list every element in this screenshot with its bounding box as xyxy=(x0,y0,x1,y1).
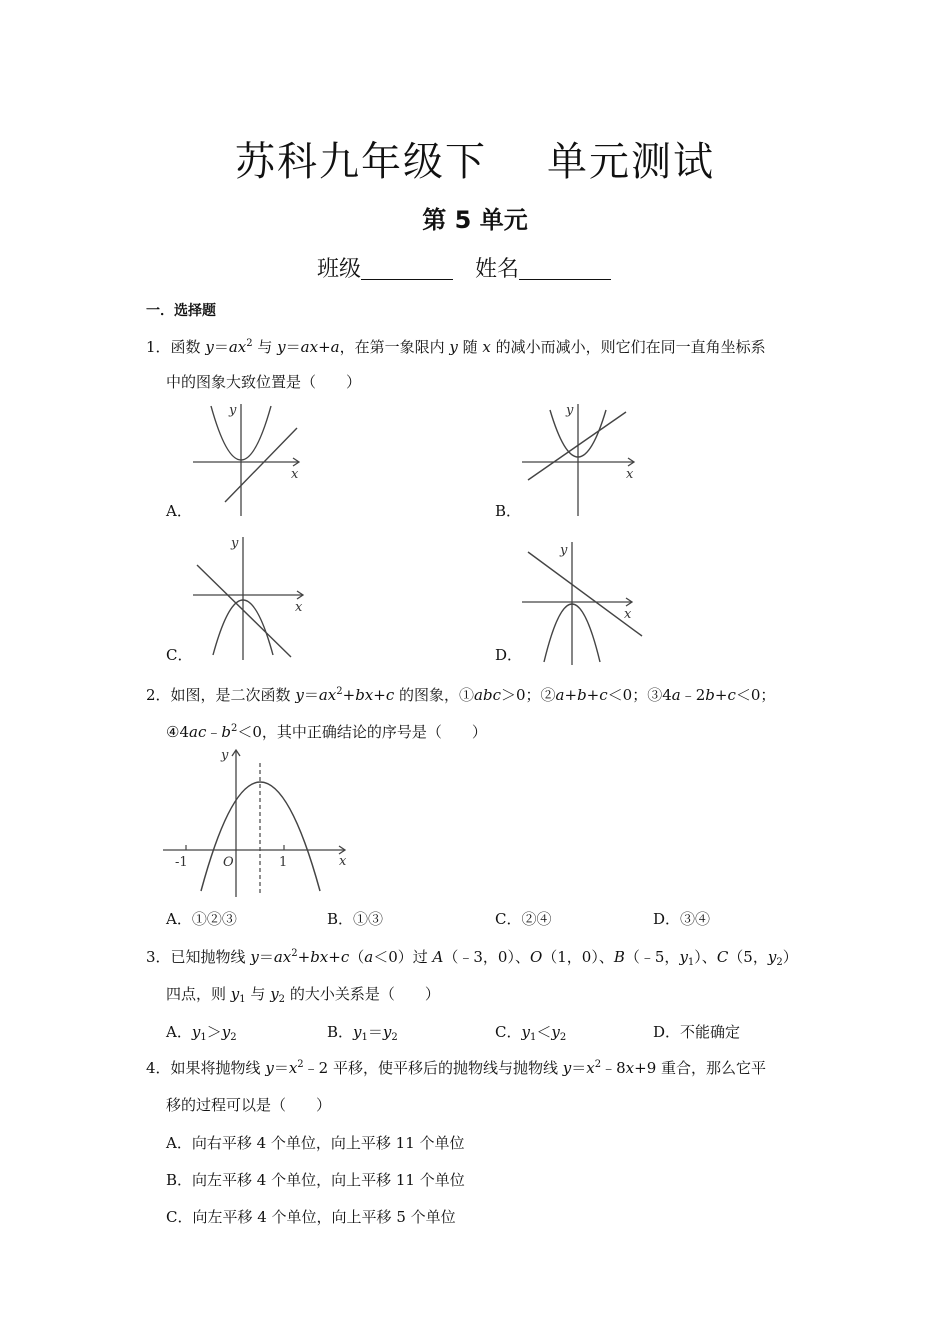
question-4-line2: 移的过程可以是（ ） xyxy=(166,1096,332,1114)
svg-text:x: x xyxy=(626,467,634,482)
tick-label-one: 1 xyxy=(279,855,288,870)
svg-text:x: x xyxy=(291,467,299,482)
question-1: 1．函数 $y=ax^2$ 与 y＝ax+a，在第一象限内 y 随 x 的减小而减小，则它们在同一直角坐标系 xyxy=(146,338,766,356)
graph-a xyxy=(193,404,305,516)
question-number: 1． xyxy=(146,338,171,356)
question-1-line2: 中的图象大致位置是（ ） xyxy=(166,373,362,391)
q1-option-c[interactable]: C． xyxy=(166,646,193,664)
question-3: 3．已知抛物线 $y=ax^2+bx+c(a<0)$过 A（﹣3，0）、O（1，0）、B（﹣5，$y_1$）、C（5，$y_2$） xyxy=(146,948,798,968)
question-2-line2: $④4ac﹣b^2<0$，其中正确结论的序号是（ ） xyxy=(166,723,487,741)
q4-option-a[interactable]: A．向右平移 4 个单位，向上平移 11 个单位 xyxy=(166,1134,465,1152)
question-number: 2． xyxy=(146,686,171,704)
q3-option-a[interactable]: A．$y_1>y_2$ xyxy=(166,1023,237,1043)
q3-option-c[interactable]: C．$y_1<y_2$ xyxy=(495,1023,567,1043)
svg-text:y: y xyxy=(566,403,574,418)
svg-text:y: y xyxy=(560,543,568,558)
parabola-graph xyxy=(163,745,358,900)
graph-b xyxy=(522,404,637,516)
q2-option-d[interactable]: D．③④ xyxy=(653,910,711,928)
q1-option-d[interactable]: D． xyxy=(495,646,523,664)
graph-c xyxy=(193,535,308,660)
graph-d xyxy=(522,540,647,665)
student-info-line xyxy=(0,252,950,283)
q1-option-b[interactable]: B． xyxy=(495,502,522,520)
question-3-line2: 四点，则 $y_1$ 与 $y_2$ 的大小关系是（ ） xyxy=(166,985,440,1005)
q3-option-b[interactable]: B．$y_1=y_2$ xyxy=(327,1023,398,1043)
class-label: 班级 xyxy=(316,257,361,282)
page-title xyxy=(0,130,950,187)
svg-text:x: x xyxy=(295,600,303,615)
title-right: 单元测试 xyxy=(547,139,715,185)
q3-option-d[interactable]: D．不能确定 xyxy=(653,1023,741,1041)
question-number: 3． xyxy=(146,948,171,966)
question-2: 2．如图，是二次函数 $y=ax^2+bx+c$ 的图象，①abc＞0；②a+b+c＜0；③4a﹣2b+c＜0； xyxy=(146,686,776,704)
unit-subtitle: 第 5 单元 xyxy=(422,206,528,234)
question-number: 4． xyxy=(146,1059,171,1077)
q2-option-c[interactable]: C．②④ xyxy=(495,910,552,928)
x-axis-label: x xyxy=(339,854,347,869)
q4-option-c[interactable]: C．向左平移 4 个单位，向上平移 5 个单位 xyxy=(166,1208,456,1226)
question-text: 函数 xyxy=(170,338,206,356)
q4-option-b[interactable]: B．向左平移 4 个单位，向上平移 11 个单位 xyxy=(166,1171,465,1189)
name-label: 姓名 xyxy=(475,257,520,282)
y-axis-label: y xyxy=(221,748,229,763)
svg-text:x: x xyxy=(624,607,632,622)
q2-option-b[interactable]: B．①③ xyxy=(327,910,384,928)
name-blank[interactable] xyxy=(519,257,611,280)
tick-label-neg-one: -1 xyxy=(175,855,188,870)
origin-label: O xyxy=(223,855,234,870)
title-left: 苏科九年级下 xyxy=(235,139,487,185)
class-blank[interactable] xyxy=(361,257,453,280)
svg-text:y: y xyxy=(229,403,237,418)
question-4: 4．如果将抛物线 $y=x^2﹣2$ 平移，使平移后的抛物线与抛物线 $y=x^2﹣8x+9$ 重合，那么它平 xyxy=(146,1059,767,1077)
section-heading: 一．选择题 xyxy=(146,303,216,319)
svg-text:y: y xyxy=(231,536,239,551)
q1-option-a[interactable]: A． xyxy=(166,502,192,520)
q2-option-a[interactable]: A．①②③ xyxy=(166,910,237,928)
